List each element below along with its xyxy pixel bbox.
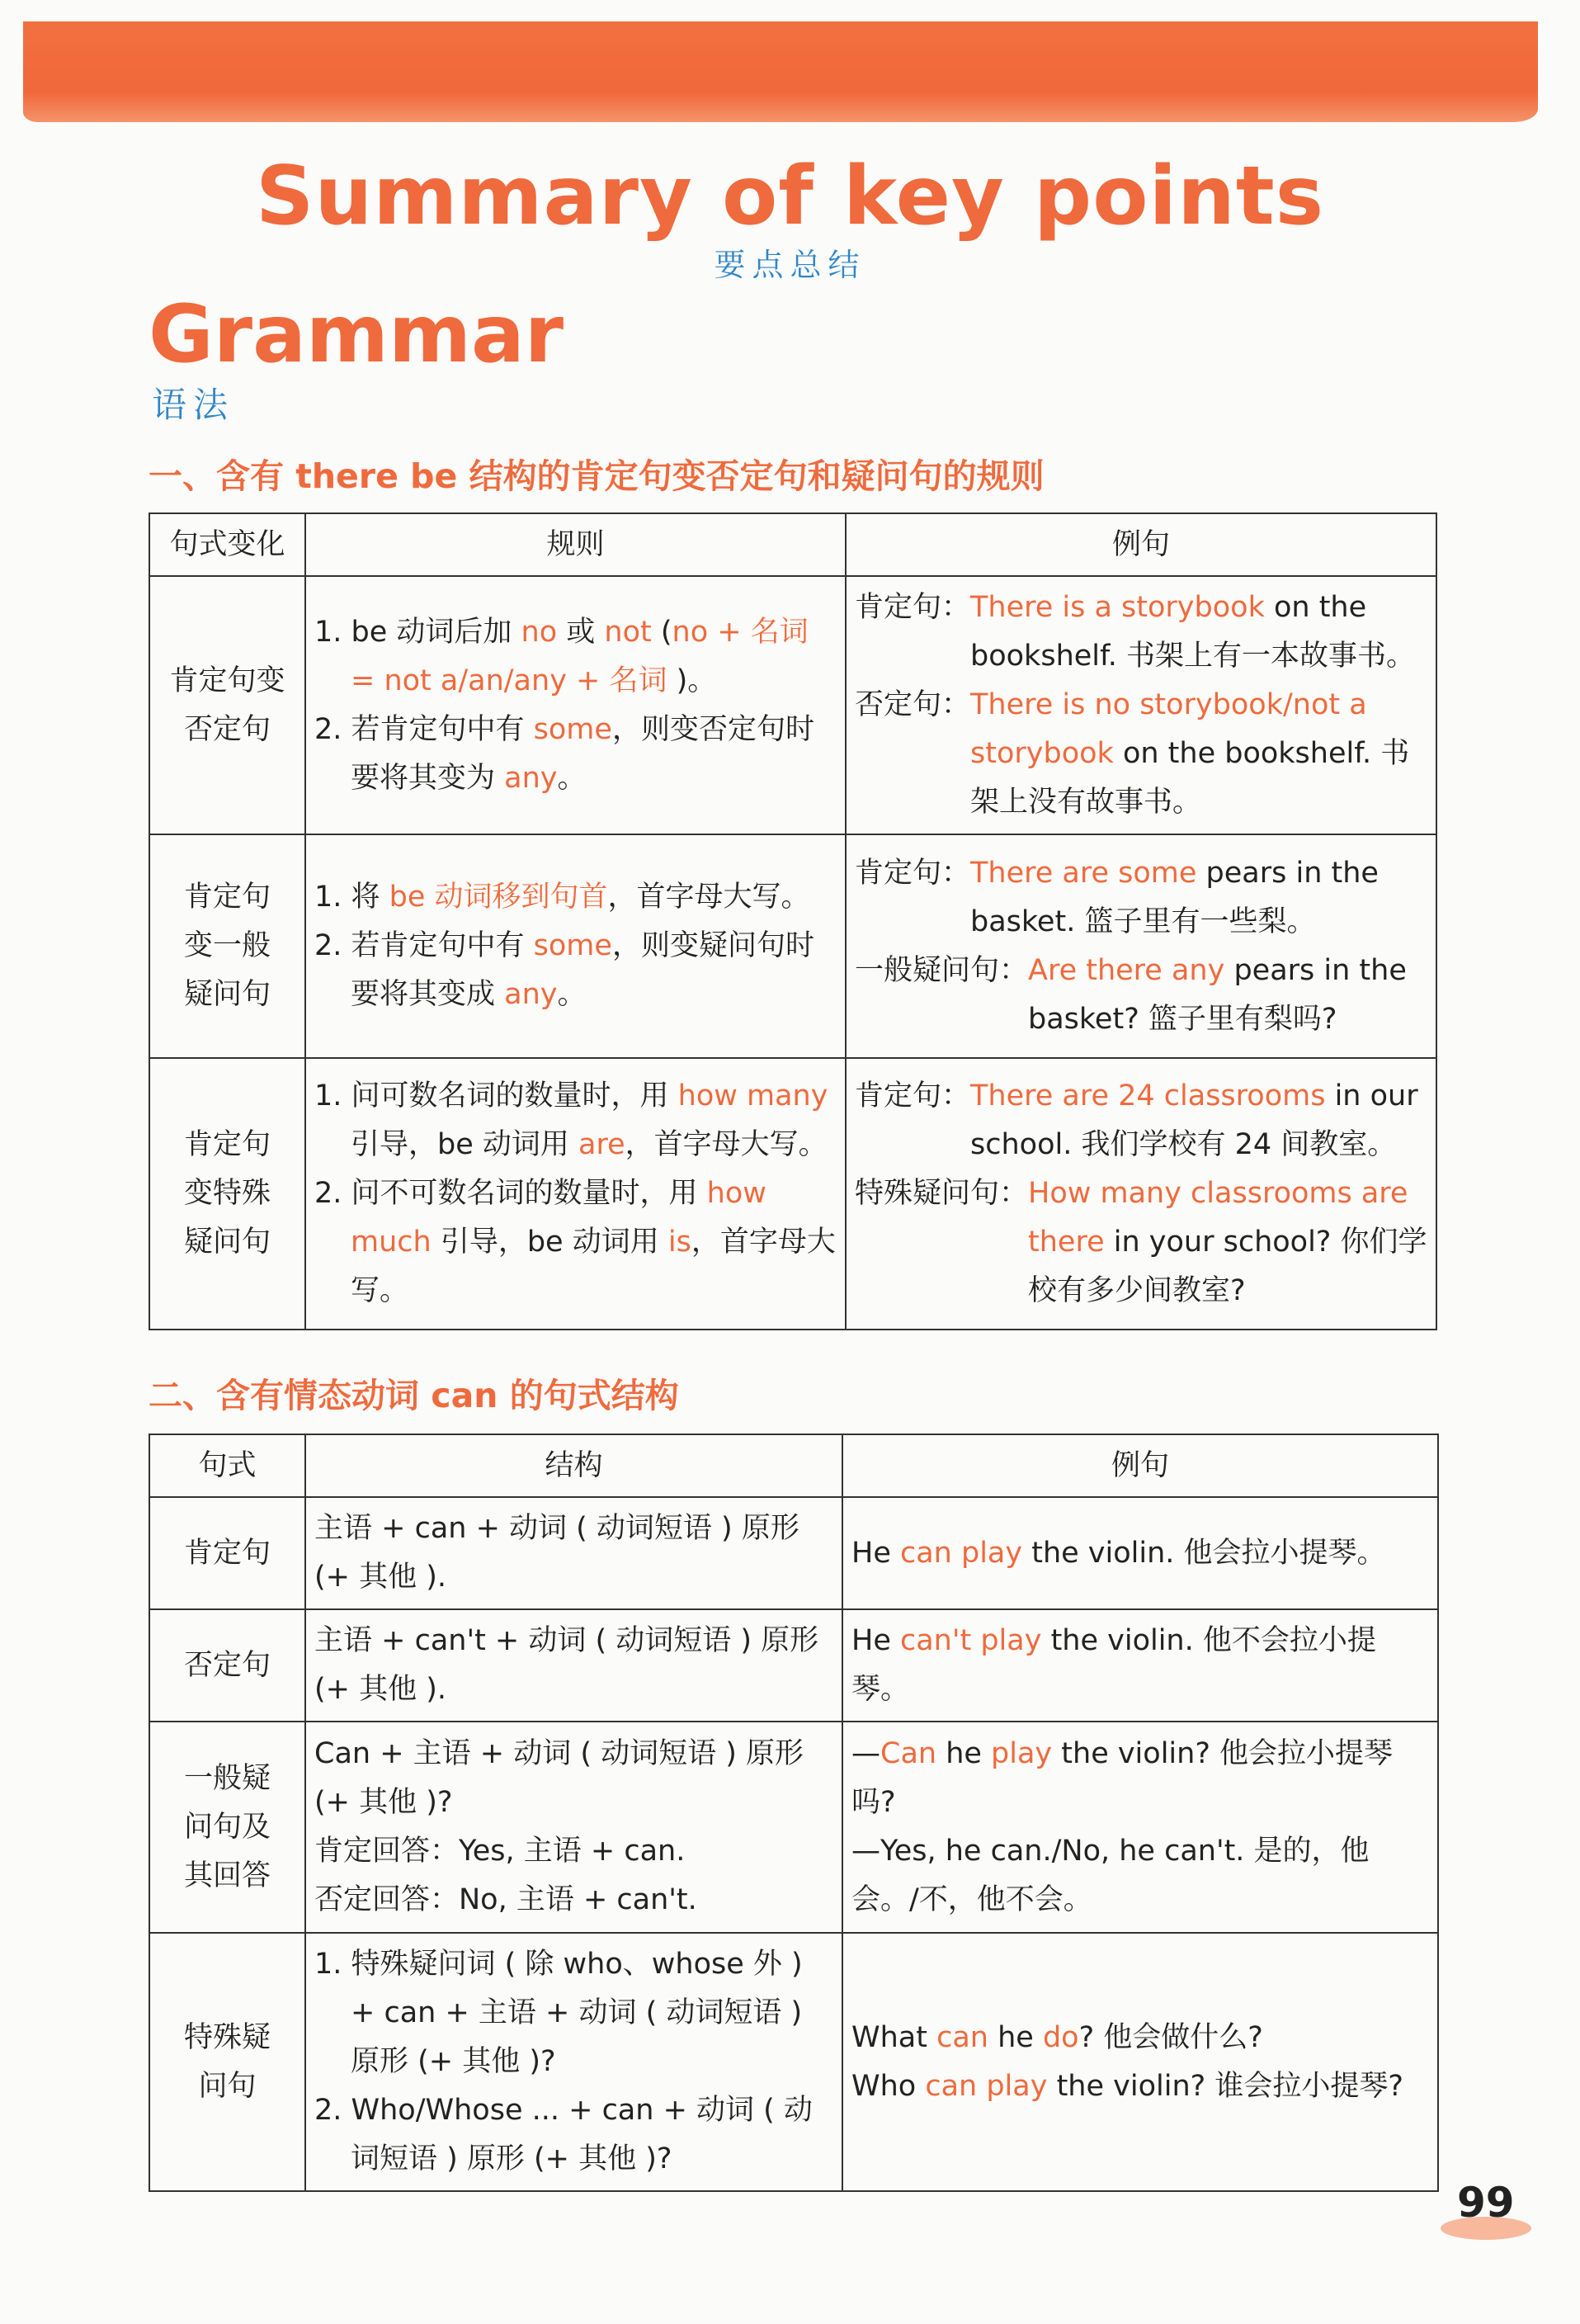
highlighted-text: can play: [925, 2069, 1048, 2103]
text-segment: (: [651, 615, 672, 649]
text-segment: 2. 若肯定句中有: [314, 929, 534, 962]
text-segment: Can + 主语 + 动词 ( 动词短语 ) 原形 (+ 其他 )?: [314, 1737, 804, 1819]
page-number: 99: [1457, 2179, 1515, 2227]
can-structure-table: [149, 1434, 1439, 2192]
line-item: [851, 2062, 1429, 2111]
highlighted-text: There are some: [970, 856, 1197, 890]
line-item: [851, 2014, 1429, 2062]
example-text: [970, 583, 1427, 681]
example-label: 否定句：: [855, 688, 971, 721]
text-segment: 2. Who/Whose ... + can + 动词 ( 动词短语 ) 原形 (+ 其他 )?: [314, 2094, 813, 2175]
structure-cell: [305, 1722, 842, 1933]
page-subtitle: 要点总结: [714, 247, 866, 283]
highlighted-text: can: [936, 2020, 988, 2054]
sentence-type-cell: 肯定句 变特殊 疑问句: [149, 1058, 305, 1330]
highlighted-text: Are there any: [1028, 953, 1225, 987]
text-segment: 1. 将: [314, 881, 389, 914]
text-segment: ，首字母大写。: [607, 881, 810, 914]
text-segment: on the bookshelf. 书架上有一本故事书。: [970, 591, 1416, 673]
text-segment: ，首字母大写。: [351, 1226, 836, 1307]
example-text: [1028, 1169, 1427, 1316]
rule-item: [314, 1072, 837, 1169]
column-header: 结构: [305, 1434, 842, 1497]
sentence-type-cell: 肯定句变 否定句: [149, 576, 305, 834]
text-segment: pears in the basket? 篮子里有梨吗?: [1028, 953, 1407, 1036]
highlighted-text: not: [604, 615, 652, 649]
line-item: [314, 1617, 833, 1714]
rule-item: [314, 873, 837, 922]
example-cell: [846, 1058, 1436, 1330]
line-item: [314, 1940, 833, 2086]
table-row: [149, 1058, 1436, 1330]
example-cell: [842, 1497, 1438, 1609]
highlighted-text: some: [533, 712, 612, 746]
line-item: [851, 1730, 1429, 1827]
example-text: [1028, 947, 1427, 1044]
line-item: [314, 2086, 833, 2184]
text-segment: the violin. 他不会拉小提琴。: [851, 1624, 1376, 1706]
sentence-type-cell: 肯定句 变一般 疑问句: [149, 834, 305, 1058]
rule-cell: [305, 576, 846, 834]
column-header: 句式变化: [149, 513, 305, 576]
text-segment: he: [936, 1737, 992, 1770]
rule-item: [314, 922, 837, 1019]
page-title: Summary of key points: [255, 149, 1325, 243]
text-segment: He: [851, 1536, 900, 1570]
header-banner: [23, 21, 1538, 122]
example-item: [855, 1072, 1427, 1169]
line-item: [314, 1876, 833, 1925]
highlighted-text: is: [667, 1226, 691, 1259]
highlighted-text: any: [504, 978, 558, 1011]
example-label: 一般疑问句：: [855, 953, 1029, 987]
column-header: 规则: [305, 513, 846, 576]
text-segment: —Yes, he can./No, he can't. 是的，他会。/不，他不会。: [851, 1835, 1370, 1916]
text-segment: 1. be 动词后加: [314, 615, 521, 649]
text-segment: 1. 特殊疑问词 ( 除 who、whose 外 ) + can + 主语 + 动词 ( 动词短语 ) 原形 (+ 其他 )?: [314, 1948, 803, 2078]
text-segment: in our school. 我们学校有 24 间教室。: [970, 1079, 1418, 1161]
example-label: 特殊疑问句：: [855, 1177, 1029, 1210]
text-segment: he: [988, 2020, 1043, 2054]
highlighted-text: There is no storybook/not a storybook: [970, 688, 1367, 770]
text-segment: 主语 + can + 动词 ( 动词短语 ) 原形 (+ 其他 ).: [314, 1512, 799, 1594]
text-segment: ，则变疑问句时要将其变成: [351, 929, 814, 1011]
highlighted-text: There are 24 classrooms: [970, 1079, 1326, 1112]
structure-cell: [305, 1933, 842, 2191]
text-segment: )。: [667, 664, 717, 697]
text-segment: 引导，be 动词用: [351, 1128, 579, 1161]
example-text: [970, 849, 1427, 947]
rule-cell: [305, 1058, 846, 1330]
table-row: [149, 1497, 1438, 1609]
text-segment: on the bookshelf. 书架上没有故事书。: [970, 737, 1410, 819]
text-segment: the violin? 他会拉小提琴吗?: [851, 1737, 1394, 1819]
section2-heading: 二、含有情态动词 can 的句式结构: [149, 1376, 679, 1415]
table-row: [149, 1722, 1438, 1933]
line-item: [314, 1730, 833, 1827]
text-segment: ，首字母大写。: [625, 1128, 828, 1161]
text-segment: the violin? 谁会拉小提琴?: [1047, 2069, 1403, 2103]
example-item: [855, 583, 1427, 681]
line-item: [851, 1529, 1429, 1578]
sentence-type-cell: 肯定句: [149, 1497, 305, 1609]
text-segment: ? 他会做什么?: [1078, 2020, 1263, 2054]
table-row: [149, 1933, 1438, 2191]
text-segment: 2. 若肯定句中有: [314, 712, 534, 746]
highlighted-text: do: [1042, 2020, 1079, 2054]
example-item: [855, 1169, 1427, 1316]
line-item: [314, 1827, 833, 1876]
text-segment: 2. 问不可数名词的数量时，用: [314, 1177, 707, 1210]
example-label: 肯定句：: [855, 1079, 971, 1112]
example-item: [855, 681, 1427, 827]
sentence-type-cell: 特殊疑 问句: [149, 1933, 305, 2191]
highlighted-text: play: [991, 1737, 1053, 1770]
text-segment: 否定回答：No, 主语 + can't.: [314, 1883, 697, 1916]
highlighted-text: any: [504, 761, 558, 795]
table-row: [149, 1609, 1438, 1722]
highlighted-text: How many classrooms are there: [1028, 1177, 1408, 1259]
highlighted-text: how many: [677, 1079, 828, 1112]
example-cell: [842, 1933, 1438, 2191]
text-segment: 引导，be 动词用: [431, 1226, 668, 1259]
section-subtitle: 语法: [152, 385, 235, 425]
text-segment: 或: [557, 615, 605, 649]
highlighted-text: There is a storybook: [970, 591, 1265, 624]
line-item: [851, 1617, 1429, 1714]
text-segment: 肯定回答：Yes, 主语 + can.: [314, 1835, 686, 1868]
there-be-rules-table: [149, 513, 1437, 1330]
highlighted-text: can play: [899, 1536, 1023, 1570]
rule-cell: [305, 834, 846, 1058]
table-row: [149, 834, 1436, 1058]
example-item: [855, 947, 1427, 1044]
text-segment: ，则变否定句时要将其变为: [351, 712, 814, 795]
text-segment: He: [851, 1624, 900, 1657]
text-segment: pears in the basket. 篮子里有一些梨。: [970, 856, 1379, 938]
highlighted-text: some: [533, 929, 612, 962]
text-segment: —: [851, 1737, 880, 1770]
highlighted-text: how much: [351, 1177, 766, 1259]
text-segment: 1. 问可数名词的数量时，用: [314, 1079, 678, 1112]
rule-item: [314, 706, 837, 803]
example-cell: [842, 1609, 1438, 1722]
structure-cell: [305, 1609, 842, 1722]
example-cell: [846, 576, 1436, 834]
text-segment: 。: [557, 978, 587, 1011]
example-label: 肯定句：: [855, 856, 971, 890]
text-segment: What: [851, 2020, 937, 2054]
column-header: 例句: [842, 1434, 1438, 1497]
line-item: [851, 1827, 1429, 1925]
example-cell: [846, 834, 1436, 1058]
highlighted-text: can't play: [899, 1624, 1042, 1657]
example-label: 肯定句：: [855, 591, 971, 624]
section1-heading: 一、含有 there be 结构的肯定句变否定句和疑问句的规则: [149, 456, 1045, 496]
example-item: [855, 849, 1427, 947]
text-segment: in your school? 你们学校有多少间教室?: [1028, 1226, 1427, 1307]
highlighted-text: Can: [880, 1737, 937, 1770]
highlighted-text: no: [521, 615, 558, 649]
text-segment: 主语 + can't + 动词 ( 动词短语 ) 原形 (+ 其他 ).: [314, 1624, 819, 1706]
example-cell: [842, 1722, 1438, 1933]
line-item: [314, 1504, 833, 1602]
text-segment: Who: [851, 2069, 926, 2103]
example-text: [970, 1072, 1427, 1169]
sentence-type-cell: 否定句: [149, 1609, 305, 1722]
example-text: [970, 681, 1427, 827]
column-header: 例句: [846, 513, 1436, 576]
sentence-type-cell: 一般疑 问句及 其回答: [149, 1722, 305, 1933]
highlighted-text: no + 名词 = not a/an/any + 名词: [351, 615, 809, 697]
section-title: Grammar: [149, 288, 564, 380]
text-segment: the violin. 他会拉小提琴。: [1022, 1536, 1386, 1570]
rule-item: [314, 1169, 837, 1316]
rule-item: [314, 608, 837, 706]
structure-cell: [305, 1497, 842, 1609]
table-row: [149, 576, 1436, 834]
highlighted-text: be 动词移到句首: [389, 881, 608, 914]
highlighted-text: are: [578, 1128, 625, 1161]
column-header: 句式: [149, 1434, 305, 1497]
text-segment: 。: [557, 761, 587, 795]
